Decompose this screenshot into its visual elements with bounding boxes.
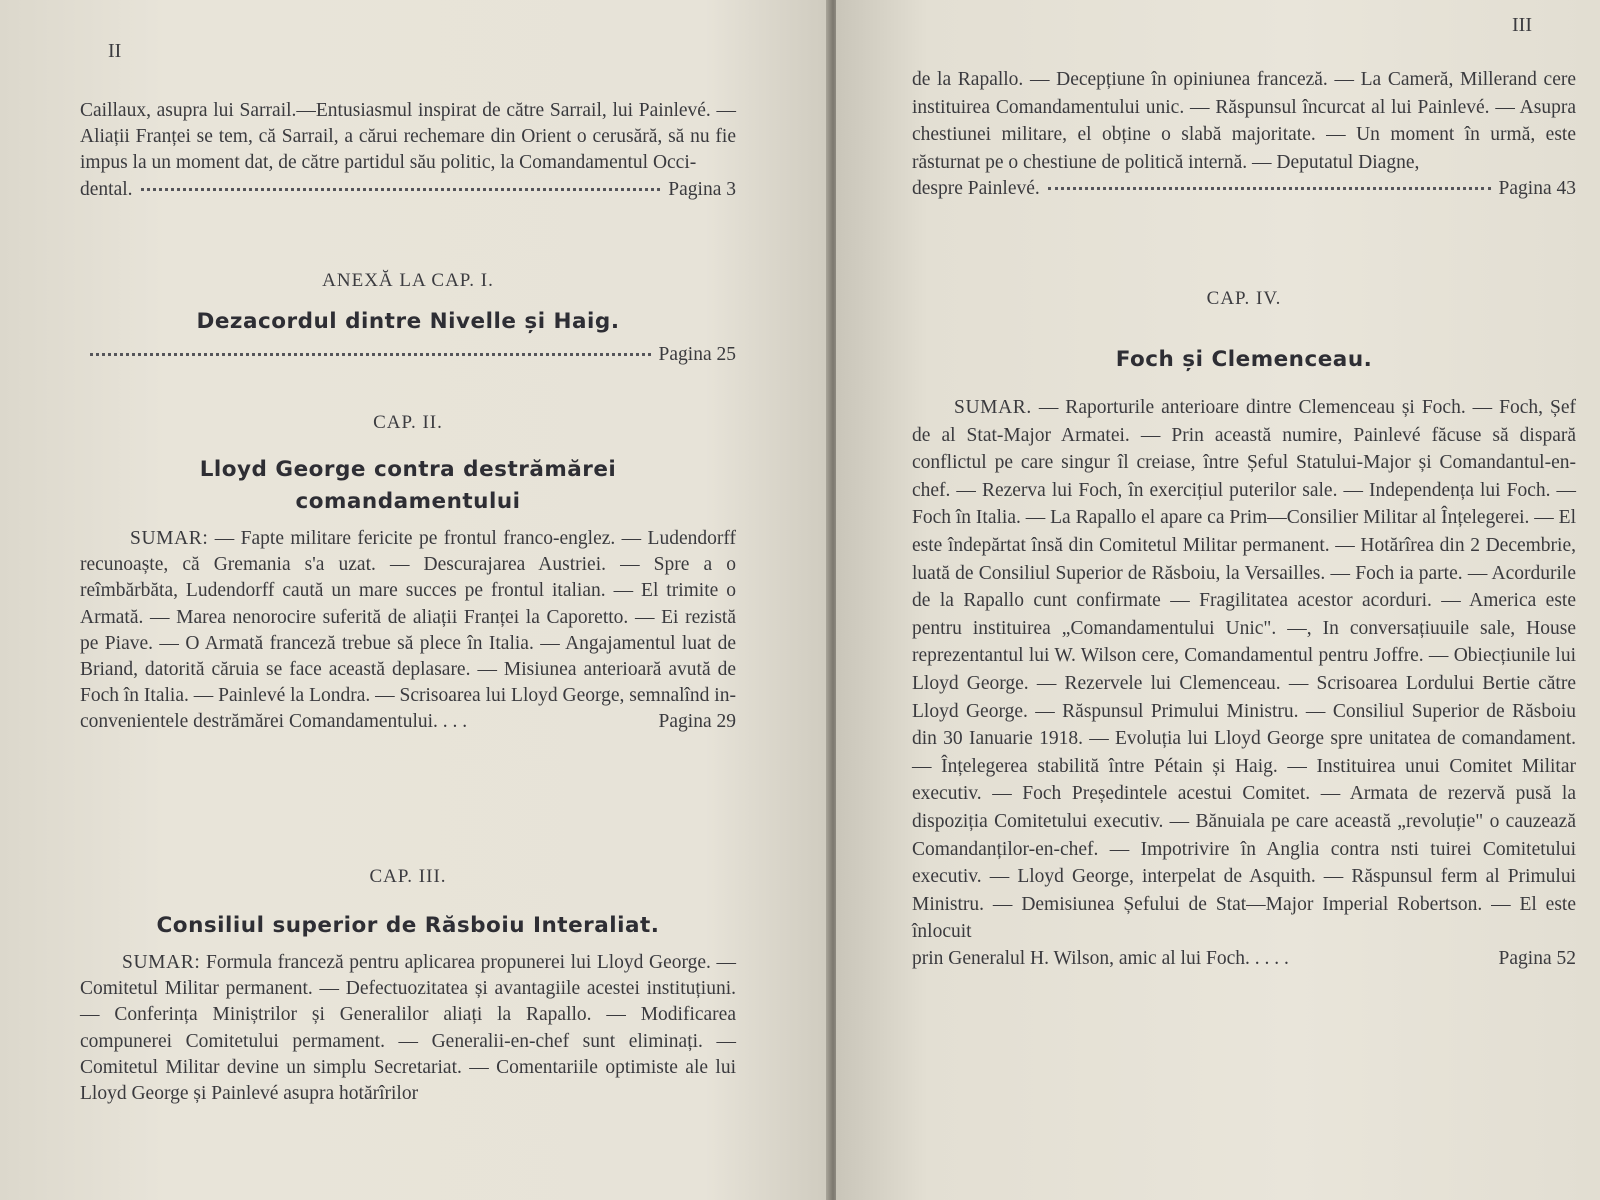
chapter-3-label: CAP. III. xyxy=(369,866,447,887)
left-intro-last-line: dental. xyxy=(80,178,133,200)
annex-label: ANEXĂ LA CAP. I. xyxy=(322,270,494,291)
annex-title: Dezacordul dintre Nivelle și Haig. xyxy=(196,309,620,334)
chapter-4-section xyxy=(912,288,1576,972)
chapter-4-title: Foch și Clemenceau. xyxy=(1115,347,1373,372)
chapter-4-label: CAP. IV. xyxy=(1206,288,1282,309)
chapter-4-last-line: prin Generalul H. Wilson, amic al lui Foch. . . . . xyxy=(912,947,1289,969)
left-intro-page-ref: Pagina 3 xyxy=(668,178,736,200)
chapter-3-sumar-label: SUMAR: xyxy=(122,952,201,973)
left-intro-ref-line xyxy=(80,177,736,203)
annex-ref-line xyxy=(80,342,736,368)
chapter-2-last-line: convenientele destrămărei Comandamentului. . . . xyxy=(80,711,468,733)
left-intro-text: Caillaux, asupra lui Sarrail.—Entusiasmul inspirat de către Sarrail, lui Painlevé. — Aliații Franței se tem, că Sarrail, a cărui rechemare din Orient o cerusără, să nu fie impus la un moment dat, de către partidul său politic, la Comandamentul Occi- xyxy=(80,100,736,174)
chapter-4-page-ref: Pagina 52 xyxy=(1498,947,1576,969)
right-intro-page-ref: Pagina 43 xyxy=(1498,178,1576,200)
right-intro-text: de la Rapallo. — Decepțiune în opiniunea franceză. — La Cameră, Millerand cere instituirea Comandamentului unic. — Răspunsul încurcat al lui Painlevé. — Asupra chestiunei militare, el obține o slabă majoritate. — Un moment în urmă, este răsturnat pe o chestiune de politică internă. — Deputatul Diagne, xyxy=(912,69,1576,173)
chapter-4-ref-line xyxy=(912,946,1576,972)
right-page-number: III xyxy=(1512,14,1532,36)
chapter-2-sumar-label: SUMAR: xyxy=(130,528,209,549)
left-intro-entry xyxy=(80,98,736,203)
right-intro-ref-line xyxy=(912,176,1576,202)
chapter-2-title-line1: Lloyd George contra destrămărei xyxy=(199,457,617,482)
chapter-2-summary-text: — Fapte militare fericite pe frontul franco-englez. — Ludendorff recunoaște, că Gremania s'a uzat. — Descurajarea Austriei. — Spre a o reîmbărbăta, Ludendorff caută un mare succes pe frontul italian. — El trimite o Armată. — Marea nenorocire suferită de aliații Franței la Caporetto. — Ei rezistă pe Piave. — O Armată franceză trebue să plece în Italia. — Angajamentul luat de Briand, datorită căruia se face această deplasare. — Misiunea anterioară avută de Foch în Italia. — Painlevé la Londra. — Scrisoarea lui Lloyd George, semnalînd in- xyxy=(80,528,736,707)
left-page-number: II xyxy=(108,40,122,62)
annex-section xyxy=(80,270,736,368)
right-page xyxy=(836,0,1600,1200)
leader-dots xyxy=(141,188,661,191)
chapter-2-title-line2: comandamentului xyxy=(295,489,521,514)
chapter-2-label: CAP. II. xyxy=(373,412,443,433)
leader-dots xyxy=(90,353,651,356)
leader-dots xyxy=(1048,187,1491,190)
chapter-2-summary xyxy=(80,526,736,709)
chapter-2-ref-line xyxy=(80,709,736,735)
chapter-4-sumar-label: SUMAR. xyxy=(954,397,1032,418)
chapter-2-page-ref: Pagina 29 xyxy=(658,711,736,733)
right-intro-last-line: despre Painlevé. xyxy=(912,178,1040,200)
annex-page-ref: Pagina 25 xyxy=(658,344,736,365)
chapter-4-summary-text: — Raporturile anterioare dintre Clemenceau și Foch. — Foch, Șef de al Stat-Major Armatei. — Prin această numire, Painlevé făcuse să dispară conflictul pe care singur îl creiase, între Șeful Statului-Major și Comandantul-en-chef. — Rezerva lui Foch, în exercițiul puterilor sale. — Independența lui Foch. — Foch în Italia. — La Rapallo el apare ca Prim—Consilier Militar al Înțelegerei. — El este îndepărtat însă din Comitetul Militar permanent. — Hotărîrea din 2 Decembrie, luată de Consiliul Superior de Răsboiu, la Versailles. — Foch ia parte. — Acordurile de la Rapallo cunt confirmate — Fragilitatea acestor acorduri. — America este pentru instituirea „Comandamentului Unic". —, In conversațiuuile sale, House reprezentantul lui W. Wilson cere, Comandamentul pentru Joffre. — Obiecțiunile lui Lloyd George. — Rezervele lui Clemenceau. — Scrisoarea Lordului Bertie către Lloyd George. — Răspunsul Primului Ministru. — Consiliul Superior de Răsboiu din 30 Ianuarie 1918. — Evoluția lui Lloyd George spre unitatea de comandament. — Înțelegerea stabilită între Pétain și Haig. — Instituirea unui Comitet Militar executiv. — Foch Președintele acestui Comitet. — Armata de rezervă pusă la dispoziția Comitetului executiv. — Bănuiala pe care această „revoluție" o cauzează Comandanților-en-chef. — Impotrivire în Anglia contra nsti tuirei Comitetului executiv. — Lloyd George, interpelat de Asquith. — Răspunsul ferm al Primului Ministru. — Demisiunea Șefului de Stat—Major Imperial Robertson. — El este înlocuit xyxy=(912,397,1576,943)
chapter-3-title: Consiliul superior de Răsboiu Interaliat. xyxy=(156,913,660,938)
chapter-3-section xyxy=(80,866,736,1107)
chapter-2-section xyxy=(80,412,736,735)
chapter-3-summary-text: Formula franceză pentru aplicarea propunerei lui Lloyd George. — Comitetul Militar permanent. — Defectuozitatea și avantagiile acestei instituțiuni. — Conferința Miniștrilor și Generalilor aliați la Rapallo. — Modificarea compunerei Comitetului permament. — Generalii-en-chef sunt eliminați. — Comitetul Militar devine un simplu Secretariat. — Comentariile optimiste ale lui Lloyd George și Painlevé asupra hotărîrilor xyxy=(80,952,736,1105)
chapter-3-summary xyxy=(80,950,736,1107)
right-intro-entry xyxy=(912,66,1576,202)
chapter-4-summary xyxy=(912,394,1576,946)
